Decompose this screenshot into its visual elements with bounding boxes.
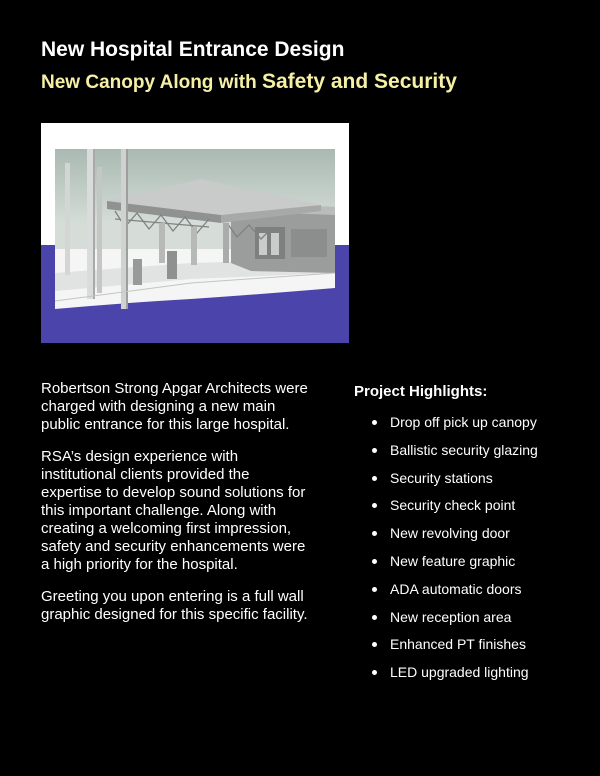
list-item xyxy=(354,414,584,442)
highlight-text: ADA automatic doors xyxy=(390,580,522,597)
list-item xyxy=(354,553,584,581)
list-item xyxy=(354,525,584,553)
highlights-list xyxy=(354,414,584,692)
bullet-icon xyxy=(372,559,377,564)
bullet-icon xyxy=(372,615,377,620)
list-item xyxy=(354,470,584,498)
description-paragraph: Greeting you upon entering is a full wall graphic designed for this specific facility. xyxy=(41,588,308,623)
list-item xyxy=(354,442,584,470)
list-item xyxy=(354,581,584,609)
bullet-icon xyxy=(372,420,377,425)
highlight-text: New feature graphic xyxy=(390,552,516,569)
bullet-icon xyxy=(372,670,377,675)
highlight-text: Drop off pick up canopy xyxy=(390,414,537,430)
list-item xyxy=(354,609,584,637)
page-subtitle xyxy=(41,70,457,94)
subtitle-text: New Canopy Along with xyxy=(41,72,262,93)
description-paragraph: Robertson Strong Apgar Architects were charged with designing a new main public entrance for this large hospital. xyxy=(41,380,308,433)
list-item xyxy=(354,636,584,664)
highlight-text: Security stations xyxy=(390,469,493,486)
highlight-text: Ballistic security glazing xyxy=(390,441,538,458)
bullet-icon xyxy=(372,448,377,453)
bullet-icon xyxy=(372,587,377,592)
list-item xyxy=(354,664,584,692)
subtitle-emphasis: Safety and Security xyxy=(261,70,457,93)
highlight-text: New revolving door xyxy=(390,525,510,542)
list-item xyxy=(354,497,584,525)
highlight-text: New reception area xyxy=(390,608,512,625)
bullet-icon xyxy=(372,531,377,536)
bullet-icon xyxy=(372,476,377,481)
highlight-text: LED upgraded lighting xyxy=(390,664,529,681)
project-description xyxy=(41,380,311,638)
canopy-rendering-image xyxy=(41,123,349,343)
highlight-text: Security check point xyxy=(390,497,516,514)
highlight-text: Enhanced PT finishes xyxy=(390,636,526,653)
highlights-title: Project Highlights: xyxy=(354,383,488,400)
bullet-icon xyxy=(372,642,377,647)
page-title: New Hospital Entrance Design xyxy=(41,38,345,61)
bullet-icon xyxy=(372,503,377,508)
description-paragraph: RSA’s design experience with institutional clients provided the expertise to develop sound solutions for this important challenge. Along with creating a welcoming first impression, safety and security enhancements were a high priority for the hospital. xyxy=(41,448,306,573)
